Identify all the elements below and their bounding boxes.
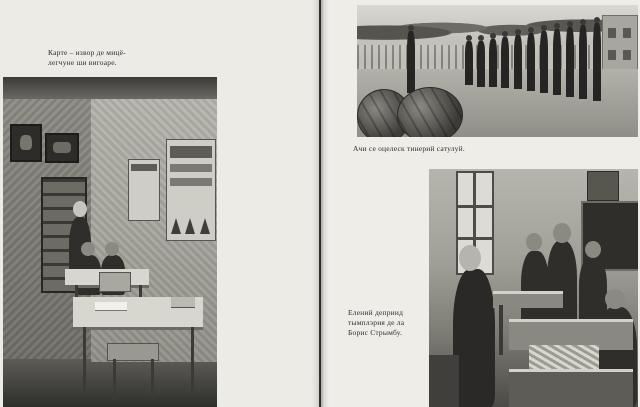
- carpentry-workshop-photo: [429, 169, 638, 407]
- player-figure: [477, 41, 485, 87]
- player-figure: [553, 29, 561, 95]
- player-figure: [593, 23, 601, 101]
- player-figure: [566, 27, 574, 97]
- teacher-figure: [547, 241, 577, 331]
- portrait-frame: [10, 124, 42, 162]
- student-figure: [453, 269, 495, 407]
- framed-picture: [45, 133, 79, 163]
- right-page: [321, 0, 640, 407]
- workshop-caption: Елений деприид тымплэрия де ла Борис Стрымбу.: [348, 308, 405, 337]
- left-page: [0, 0, 319, 407]
- book-gutter: [312, 0, 329, 407]
- library-caption: Карте – извор де мицё- легчуне ши вигоаре.: [48, 48, 126, 67]
- book: [171, 297, 195, 308]
- player-figure: [465, 41, 473, 85]
- player-figure: [540, 31, 548, 93]
- forest-poster: [166, 139, 216, 241]
- player-figure: [514, 35, 522, 89]
- player-figure: [579, 25, 587, 99]
- wall-poster: [128, 159, 160, 221]
- workbench: [493, 291, 563, 308]
- library-reading-room-photo: [3, 77, 217, 407]
- chair: [99, 272, 131, 292]
- player-figure: [501, 37, 509, 88]
- floor: [3, 362, 217, 407]
- team-caption: Ачи се оцелеск тинерий сатулуй.: [353, 144, 465, 153]
- coach-figure: [407, 31, 415, 93]
- football-team-photo: [357, 5, 638, 137]
- building: [602, 15, 638, 77]
- football-ball: [397, 87, 463, 137]
- ceiling: [3, 77, 217, 99]
- player-figure: [527, 33, 535, 91]
- open-book: [95, 302, 127, 311]
- player-figure: [489, 39, 497, 87]
- wall-picture: [587, 171, 619, 201]
- workbench-front: [509, 369, 633, 407]
